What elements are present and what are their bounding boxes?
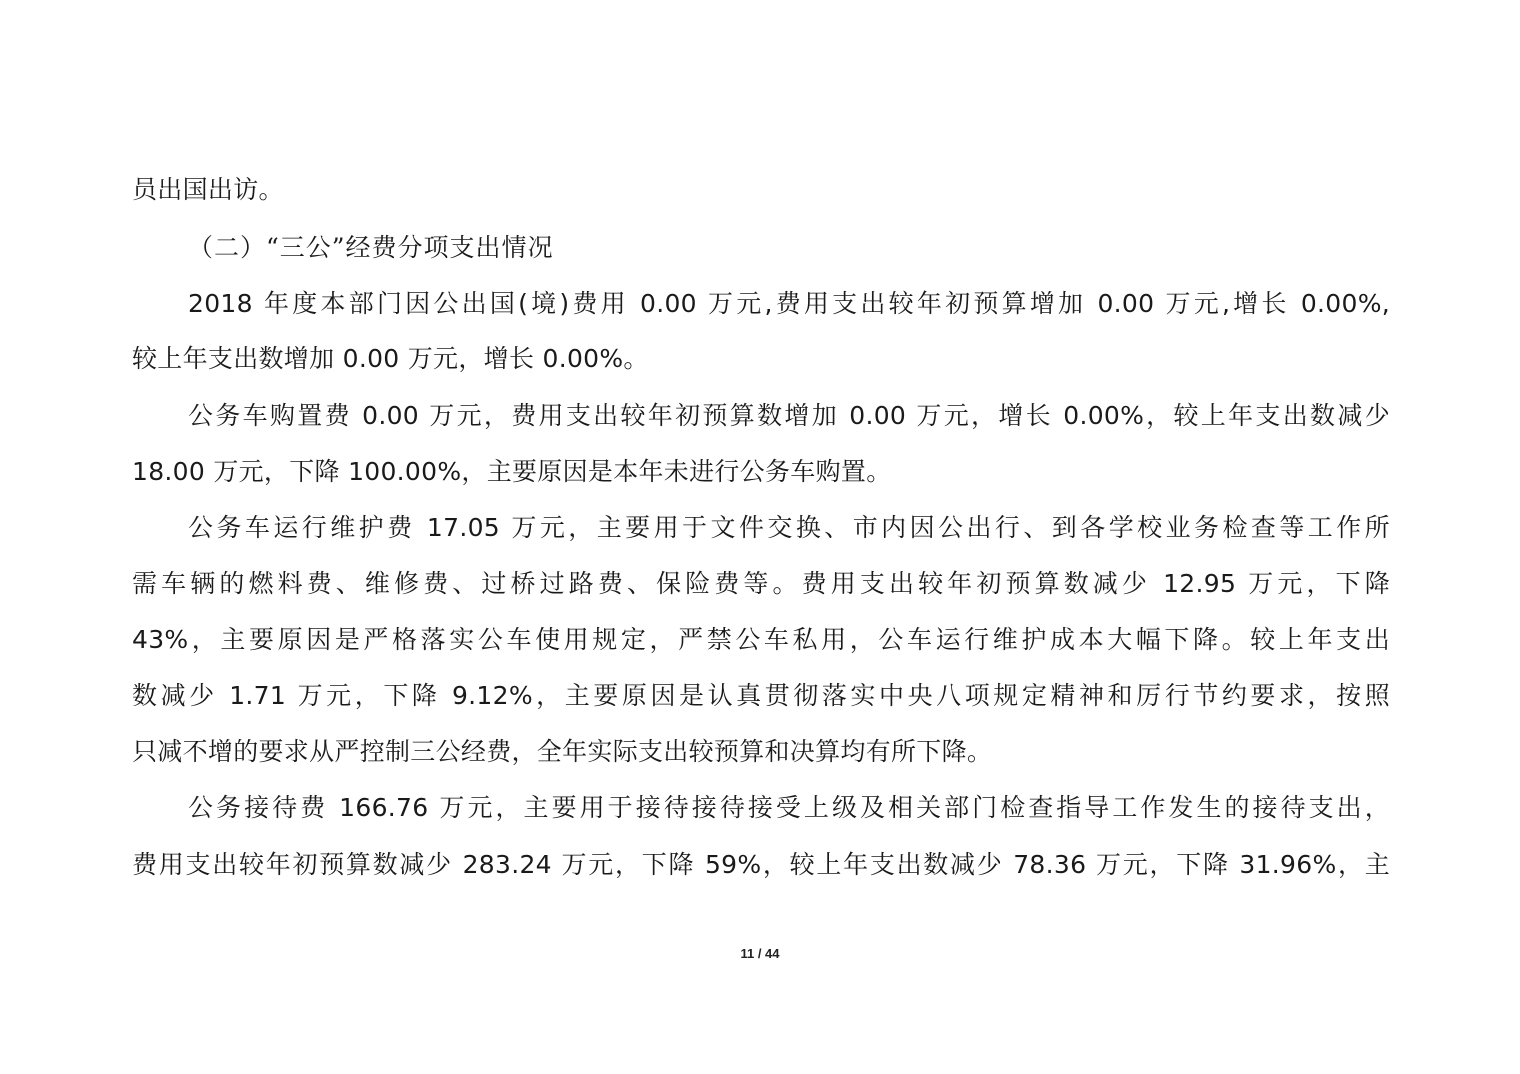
paragraph-line: 较上年支出数增加 0.00 万元，增长 0.00%。 bbox=[132, 344, 649, 373]
paragraph-line: 员出国出访。 bbox=[132, 175, 284, 204]
paragraph-line: 2018 年度本部门因公出国(境)费用 0.00 万元,费用支出较年初预算增加 0.00 万元,增长 0.00%, bbox=[188, 289, 1390, 318]
paragraph-line: 公务车运行维护费 17.05 万元，主要用于文件交换、市内因公出行、到各学校业务检查等工作所 bbox=[188, 513, 1390, 542]
paragraph-line: 需车辆的燃料费、维修费、过桥过路费、保险费等。费用支出较年初预算数减少 12.95 万元，下降 bbox=[132, 569, 1390, 598]
page-number: 11 / 44 bbox=[740, 946, 780, 961]
paragraph-line: 只减不增的要求从严控制三公经费，全年实际支出较预算和决算均有所下降。 bbox=[132, 737, 993, 766]
paragraph-line: 公务接待费 166.76 万元，主要用于接待接待接受上级及相关部门检查指导工作发生的接待支出， bbox=[188, 793, 1390, 822]
paragraph-line: 43%，主要原因是严格落实公车使用规定，严禁公车私用，公车运行维护成本大幅下降。较上年支出 bbox=[132, 625, 1390, 654]
paragraph-line: 公务车购置费 0.00 万元，费用支出较年初预算数增加 0.00 万元，增长 0.00%，较上年支出数减少 bbox=[188, 401, 1390, 430]
paragraph-line: 18.00 万元，下降 100.00%，主要原因是本年未进行公务车购置。 bbox=[132, 457, 892, 486]
paragraph-line: 费用支出较年初预算数减少 283.24 万元，下降 59%，较上年支出数减少 78.36 万元，下降 31.96%，主 bbox=[132, 850, 1390, 879]
paragraph-line: 数减少 1.71 万元，下降 9.12%，主要原因是认真贯彻落实中央八项规定精神和厉行节约要求，按照 bbox=[132, 681, 1390, 710]
section-heading: （二）“三公”经费分项支出情况 bbox=[188, 233, 554, 262]
